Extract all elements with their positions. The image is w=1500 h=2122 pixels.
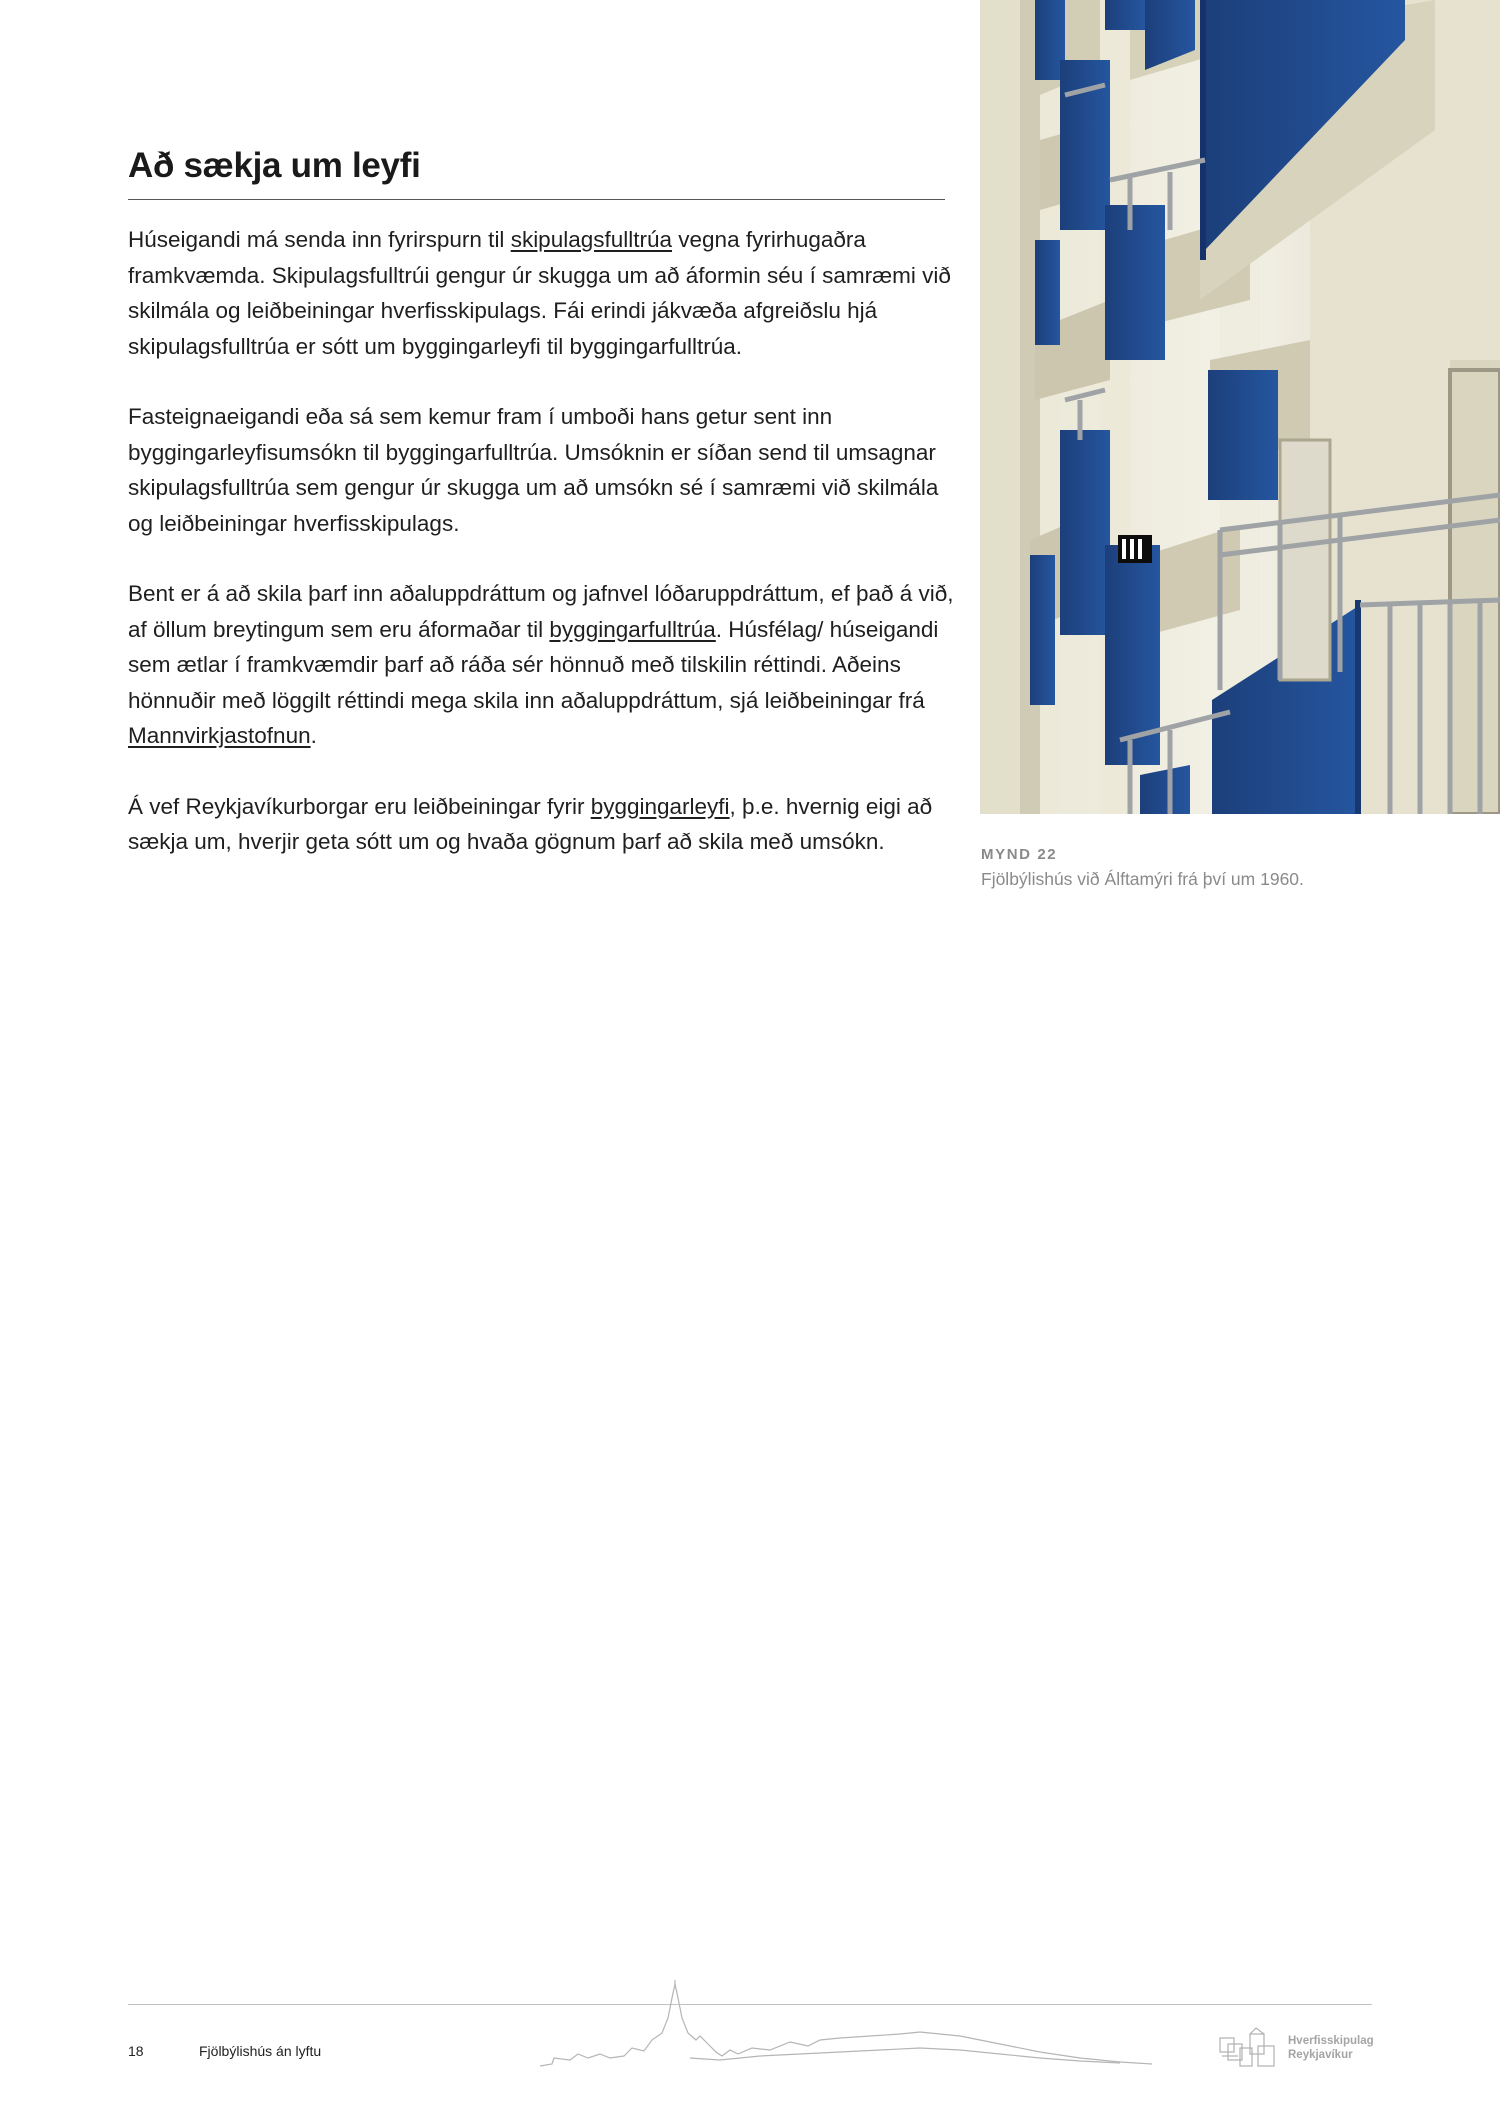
paragraph-3-text-2: . Húsfélag/ húseigandi sem ætlar í framkvæmdir þarf að ráða sér hönnuð með tilskilin réttindi. Aðeins hönnuðir með löggilt réttindi mega skila inn aðaluppdráttum, sjá leiðbeiningar frá — [128, 616, 939, 713]
logo-text — [1288, 2034, 1374, 2062]
body-text — [128, 222, 958, 895]
paragraph-3 — [128, 576, 958, 754]
link-mannvirkjastofnun[interactable]: Mannvirkjastofnun — [128, 723, 311, 748]
logo-line-2: Reykjavíkur — [1288, 2049, 1353, 2061]
link-skipulagsfulltrua[interactable]: skipulagsfulltrúa — [510, 227, 673, 252]
paragraph-4-text-1: Á vef Reykjavíkurborgar eru leiðbeiningar fyrir — [128, 793, 591, 819]
page-number: 18 — [128, 2043, 144, 2059]
paragraph-4-text-2: , þ.e. hvernig eigi að sækja um, hverjir geta sótt um og hvaða gögnum þarf að skila með umsókn. — [128, 793, 933, 854]
photo-apartment-balconies — [980, 0, 1500, 814]
paragraph-1-text-1: Húseigandi má senda inn fyrirspurn til — [128, 227, 511, 252]
paragraph-4 — [128, 789, 958, 860]
paragraph-2 — [128, 399, 958, 541]
paragraph-2-text-1: Fasteignaeigandi eða sá sem kemur fram í umboði hans getur sent inn byggingarleyfisumsókn til byggingarfulltrúa. Umsóknin er síðan send til umsagnar skipulagsfulltrúa sem gengur úr skugga um að umsókn sé í samræmi við skilmála og leiðbeiningar hverfisskipulags. — [128, 404, 939, 536]
figure-label: MYND 22 — [981, 846, 1058, 863]
link-byggingarfulltrua[interactable]: byggingarfulltrúa — [549, 616, 716, 642]
link-byggingarleyfi[interactable]: byggingarleyfi — [590, 793, 730, 819]
page-title: Að sækja um leyfi — [128, 146, 421, 185]
paragraph-1-text-2: vegna fyrirhugaðra framkvæmda. Skipulagsfulltrúi gengur úr skugga um að áformin séu í samræmi við skilmála og leiðbeiningar hverfisskipulags. Fái erindi jákvæða afgreiðslu hjá skipulagsfulltrúa er sótt um byggingarleyfi til byggingarfulltrúa. — [128, 227, 951, 359]
hverfisskipulag-logo-icon — [1218, 2026, 1286, 2070]
paragraph-1 — [128, 222, 958, 364]
footer-title: Fjölbýlishús án lyftu — [199, 2043, 322, 2059]
title-divider — [128, 199, 945, 200]
paragraph-3-text-3: . — [310, 723, 317, 748]
figure-photo — [980, 0, 1500, 814]
logo-line-1: Hverfisskipulag — [1288, 2035, 1374, 2047]
paragraph-3-text-1: Bent er á að skila þarf inn aðaluppdráttum og jafnvel lóðaruppdráttum, ef það á við, af öllum breytingum sem eru áformaðar til — [128, 581, 954, 642]
figure-caption: Fjölbýlishús við Álftamýri frá því um 1960. — [981, 869, 1304, 889]
reykjavik-skyline-icon — [540, 1978, 1160, 2076]
